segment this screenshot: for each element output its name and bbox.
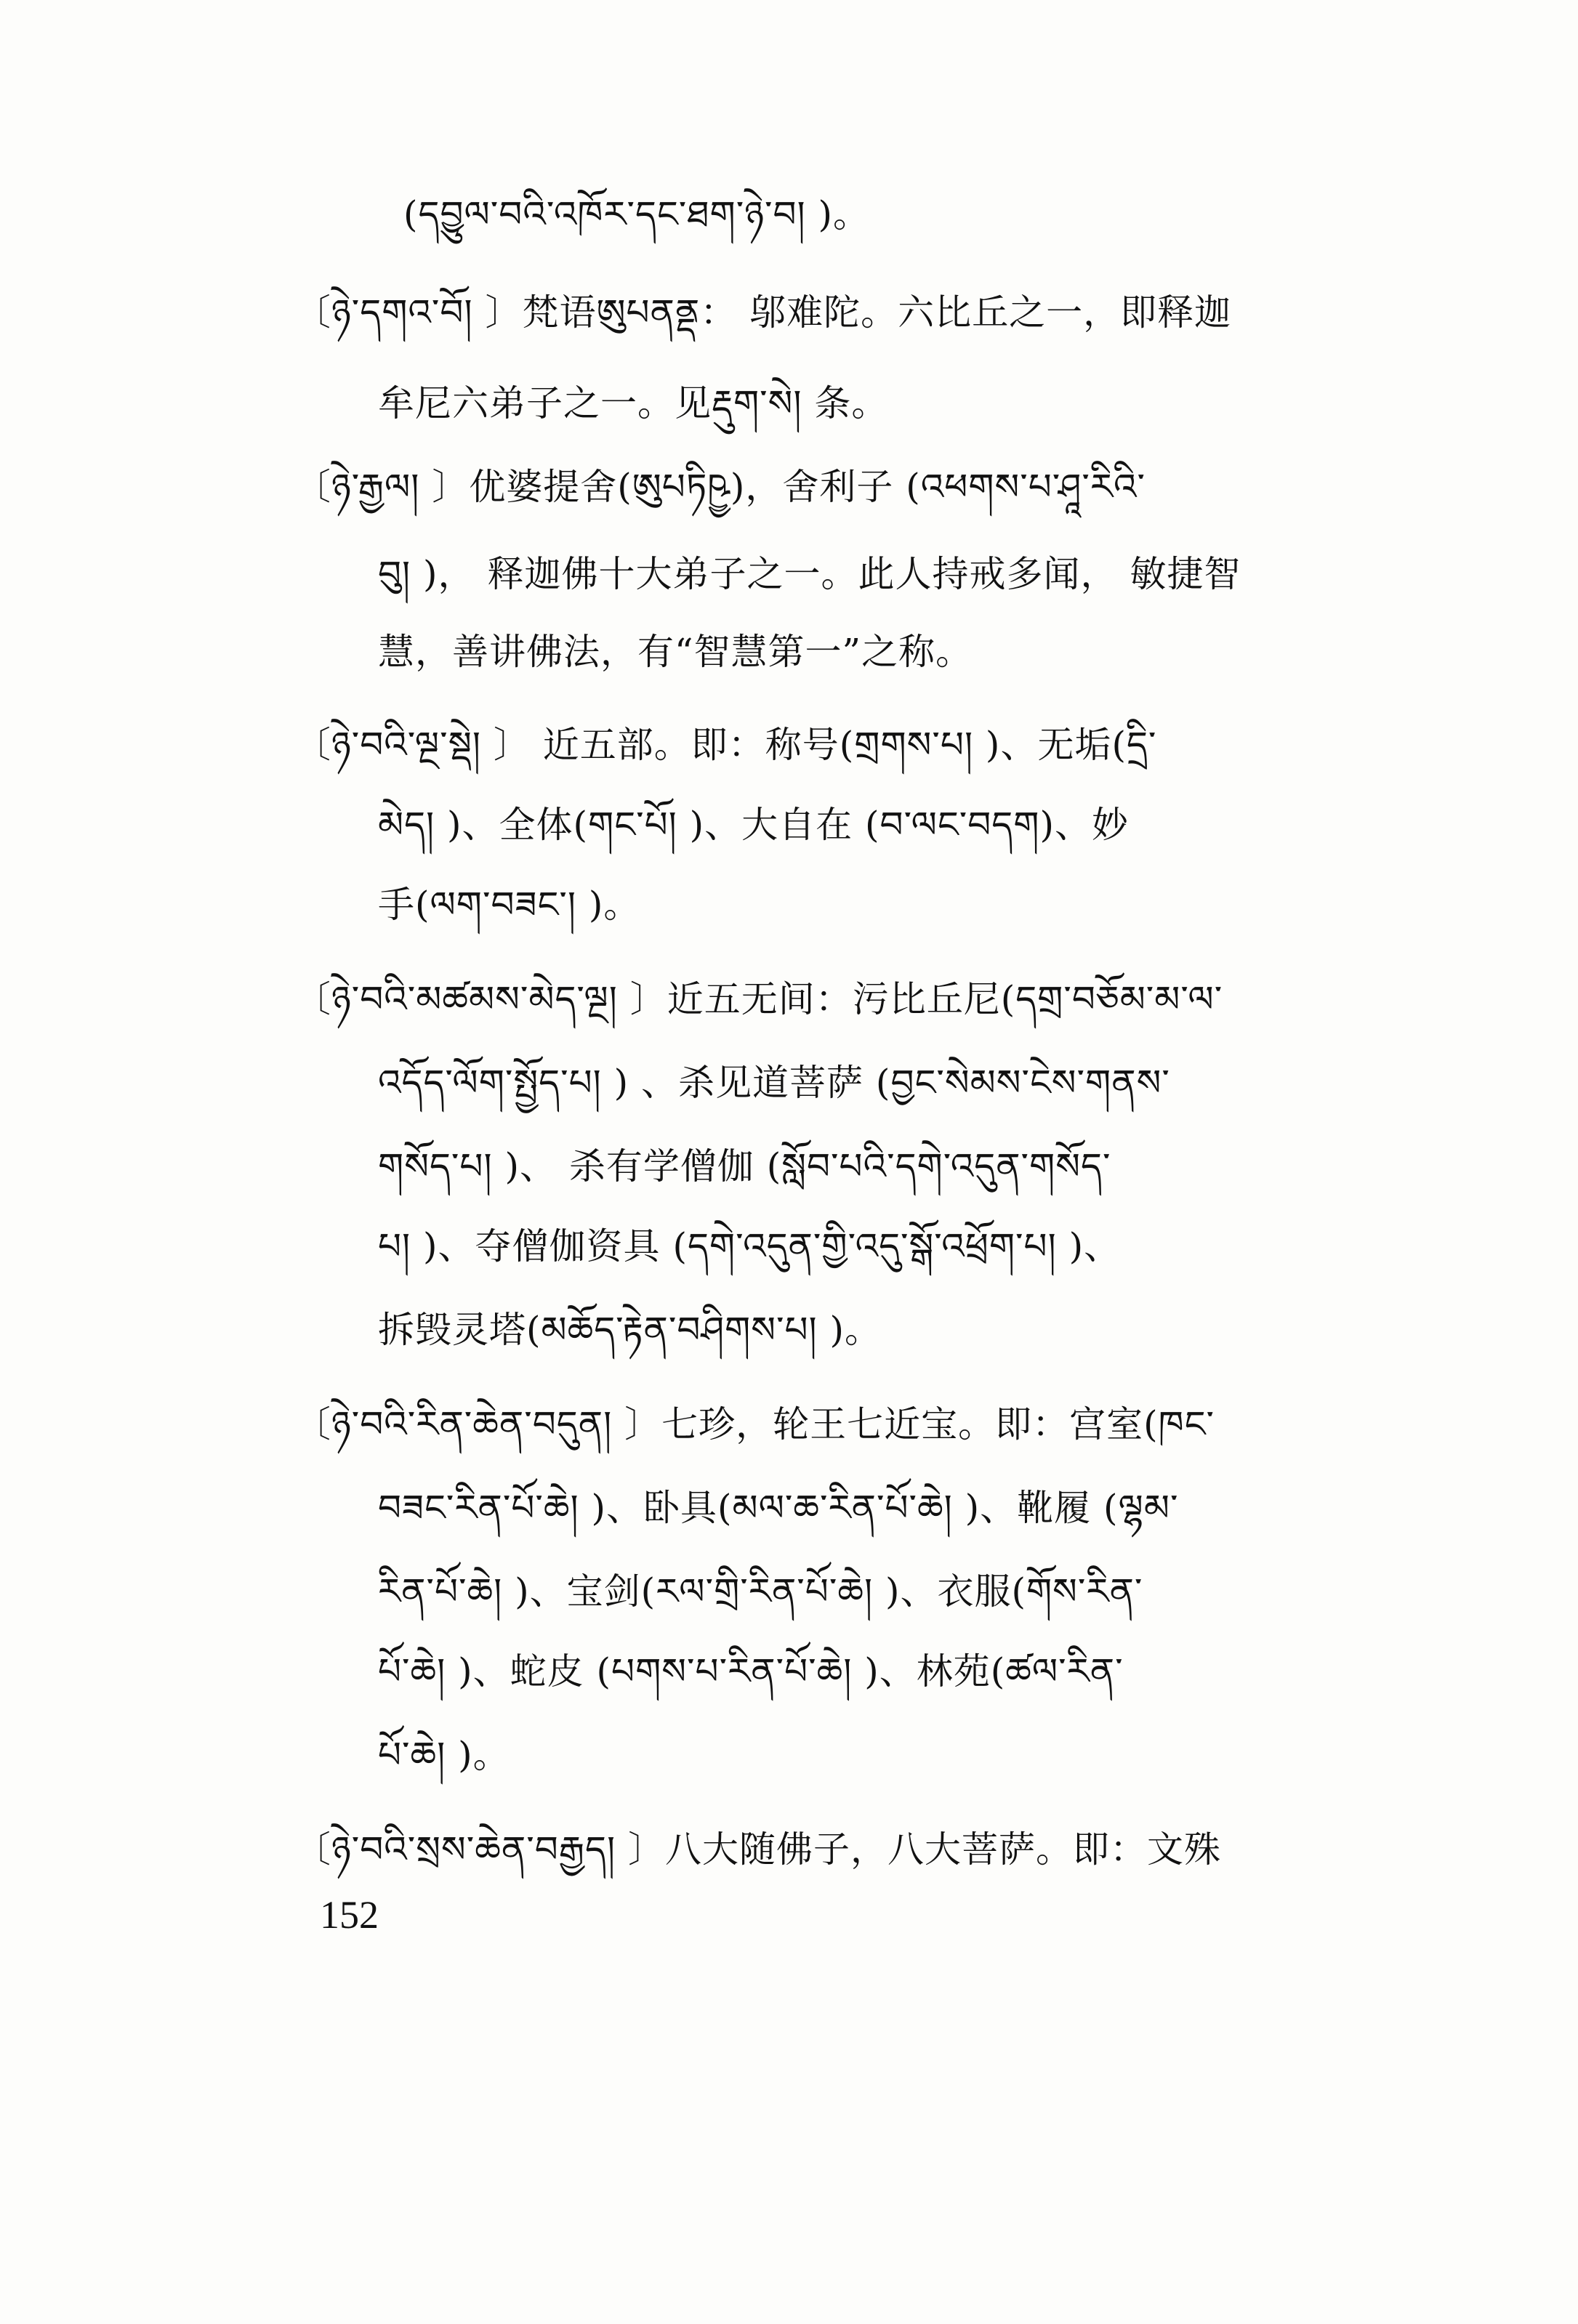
text-line: མེད། )、全体(གང་པོ། )、大自在 (བ་ལང་བདག)、妙 bbox=[378, 804, 1129, 846]
text-line: གསོད་པ། )、 杀有学僧伽 (སློབ་པའི་དགེ་འདུན་གསོད་ bbox=[378, 1145, 1111, 1187]
text-line: པ། )、夺僧伽资具 (དགེ་འདུན་གྱི་འདུ་སྒོ་འཕྲོག་པ། )、 bbox=[378, 1225, 1122, 1267]
text-line: རིན་པོ་ཆེ། )、宝剑(རལ་གྲི་རིན་པོ་ཆེ། )、衣服(གོས་རིན་ bbox=[378, 1570, 1143, 1613]
text-line: 手(ལག་བཟང་། )。 bbox=[378, 884, 641, 926]
text-line: བཟང་རིན་པོ་ཆེ། )、卧具(མལ་ཆ་རིན་པོ་ཆེ། )、靴履 (ལྷམ་ bbox=[378, 1487, 1179, 1529]
page-number: 152 bbox=[320, 1893, 379, 1937]
text-line: 〔ཉེ་རྒྱལ། 〕优婆提舍(ཨུཔཏིཥྱ)，舍利子 (འཕགས་པ་ཤཱ་རིའི་ bbox=[294, 466, 1146, 508]
text-line: པོ་ཆེ། )、蛇皮 (པགས་པ་རིན་པོ་ཆེ། )、林苑(ཚལ་རིན་ bbox=[378, 1650, 1124, 1692]
text-line: 〔ཉེ་བའི་མཚམས་མེད་ལྔ། 〕近五无间：污比丘尼(དགྲ་བཅོམ་མ་ལ་ bbox=[294, 978, 1223, 1020]
text-line: (དབྱུལ་བའི་འཁོར་དང་ཐག་ཉེ་བ། )。 bbox=[403, 193, 871, 235]
text-line: 牟尼六弟子之一。见རྡུག་སེ། 条。 bbox=[378, 382, 889, 424]
text-line: འདོད་ལོག་སྤྱོད་པ། ) 、杀见道菩萨 (བྱང་སེམས་ངེས་གནས་ bbox=[378, 1062, 1170, 1104]
text-line: 慧，善讲佛法，有“智慧第一”之称。 bbox=[378, 631, 973, 673]
text-line: བུ། )， 释迦佛十大弟子之一。此人持戒多闻， 敏捷智 bbox=[378, 553, 1241, 595]
text-line: པོ་ཆེ། )。 bbox=[378, 1734, 510, 1776]
text-line: 拆毁灵塔(མཆོད་རྟེན་བཤིགས་པ། )。 bbox=[378, 1309, 882, 1351]
text-line: 〔ཉེ་བའི་རིན་ཆེན་བདུན། 〕七珍，轮王七近宝。即：宫室(ཁང་ bbox=[294, 1403, 1215, 1445]
text-line: 〔ཉེ་བའི་ལྔ་སྡེ། 〕 近五部。即：称号(གྲགས་པ། )、无垢(དྲི་ bbox=[294, 724, 1157, 766]
text-line: 〔ཉེ་དགའ་བོ། 〕梵语ཨུཔནནྡ： 邬难陀。六比丘之一，即释迦 bbox=[294, 291, 1232, 334]
text-line: 〔ཉེ་བའི་སྲས་ཆེན་བརྒྱད། 〕八大随佛子，八大菩萨。即：文殊 bbox=[294, 1828, 1221, 1871]
